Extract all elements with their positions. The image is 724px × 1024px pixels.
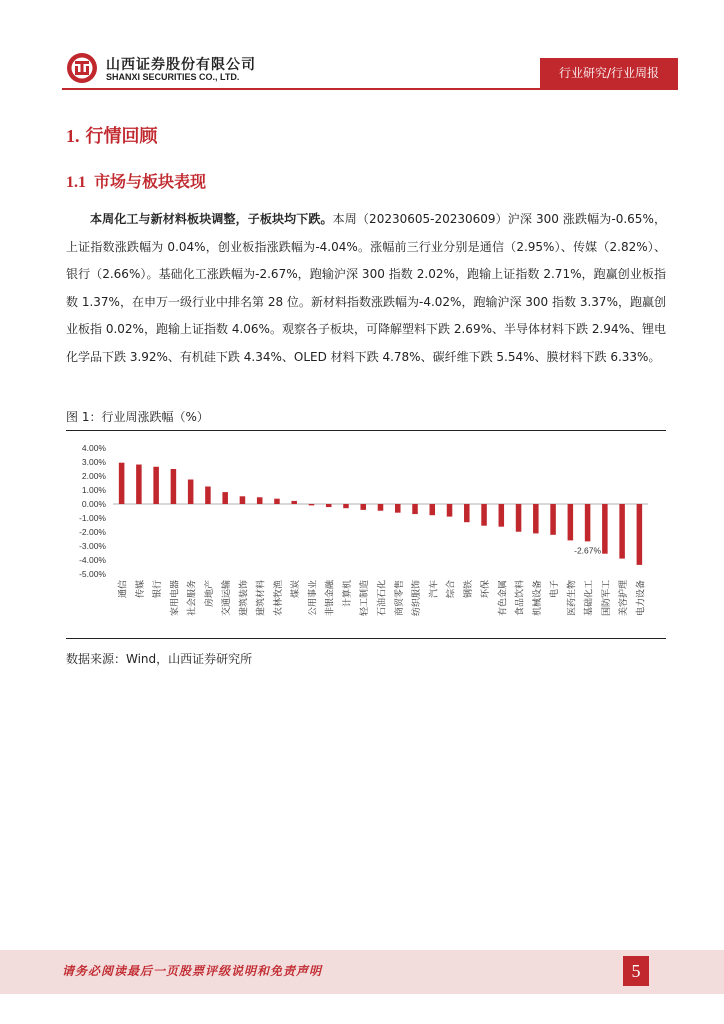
bar-电子: [550, 504, 556, 535]
figure-source: 数据来源：Wind，山西证券研究所: [66, 652, 253, 666]
x-category-label: 轻工制造: [360, 580, 371, 617]
bar-计算机: [343, 504, 349, 508]
y-tick-label: 0.00%: [81, 499, 106, 509]
bar-国防军工: [602, 504, 608, 554]
x-category-label: 钢铁: [463, 580, 474, 599]
bar-综合: [447, 504, 453, 517]
bar-石油石化: [378, 504, 384, 511]
bar-汽车: [430, 504, 436, 515]
bar-建筑装饰: [240, 496, 246, 504]
bar-农林牧渔: [274, 499, 280, 504]
figure-bottom-rule: [66, 638, 666, 639]
bar-家用电器: [171, 469, 177, 504]
x-category-label: 汽车: [429, 580, 440, 599]
x-category-label: 银行: [153, 580, 164, 599]
section-heading-1-1: [66, 169, 206, 192]
bar-银行: [153, 467, 159, 504]
y-tick-label: -4.00%: [79, 555, 106, 565]
y-tick-label: 3.00%: [81, 457, 106, 467]
x-category-label: 计算机: [342, 580, 353, 608]
x-category-label: 通信: [118, 580, 129, 599]
company-name-en: SHANXI SECURITIES CO., LTD.: [106, 72, 240, 82]
bar-公用事业: [309, 504, 315, 505]
x-category-label: 电子: [550, 580, 561, 599]
figure-top-rule: [66, 430, 666, 431]
x-category-label: 公用事业: [308, 580, 319, 617]
section-title: 行情回顾: [85, 126, 158, 147]
x-category-label: 电力设备: [636, 580, 647, 617]
x-category-label: 石油石化: [377, 580, 388, 617]
y-tick-label: -3.00%: [79, 541, 106, 551]
x-category-label: 商贸零售: [394, 580, 405, 617]
bar-交通运输: [222, 492, 228, 504]
x-category-label: 国防军工: [601, 580, 612, 617]
x-category-label: 基础化工: [584, 580, 595, 617]
section-heading-1: [66, 122, 158, 148]
bar-基础化工: [585, 504, 591, 541]
y-tick-label: -2.00%: [79, 527, 106, 537]
bar-钢铁: [464, 504, 470, 522]
x-category-label: 美容护理: [619, 580, 630, 617]
bar-商贸零售: [395, 504, 401, 513]
bar-机械设备: [533, 504, 539, 533]
x-category-label: 传媒: [135, 580, 146, 599]
x-category-label: 非银金融: [325, 580, 336, 617]
paragraph-lead: 本周化工与新材料板块调整，子板块均下跌。: [90, 212, 333, 226]
x-category-label: 家用电器: [170, 580, 181, 617]
company-logo-icon: [66, 52, 98, 84]
company-name-cn: 山西证券股份有限公司: [106, 57, 256, 73]
bar-传媒: [136, 465, 142, 504]
y-tick-label: -5.00%: [79, 569, 106, 579]
x-category-label: 房地产: [204, 580, 215, 608]
x-category-label: 食品饮料: [515, 580, 526, 617]
subsection-number: 1.1: [66, 174, 86, 191]
y-tick-label: -1.00%: [79, 513, 106, 523]
y-tick-label: 1.00%: [81, 485, 106, 495]
paragraph-body: 本周（20230605-20230609）沪深 300 涨跌幅为-0.65%，上证指数涨跌幅为 0.04%，创业板指涨跌幅为-4.04%。涨幅前三行业分别是通信（2.95%）、传媒（2.82%）、银行（2.66%）。基础化工涨跌幅为-2.67%，跑输沪深 300 指数 2.02%，跑输上证指数 2.71%，跑赢创业板指数 1.37%，在申万一级行业中排名第 28 位。新材料指数涨跌幅为-4.02%，跑输沪深 300 指数 3.37%，跑赢创业板指 0.02%，跑输上证指数 4.06%。观察各子板块，可降解塑料下跌 2.69%、半导体材料下跌 2.94%、锂电化学品下跌 3.92%、有机硅下跌 4.34%、OLED 材料下跌 4.78%、碳纤维下跌 5.54%、膜材料下跌 6.33%。: [66, 212, 666, 364]
section-number: 1.: [66, 126, 80, 146]
y-tick-label: 4.00%: [81, 443, 106, 453]
disclaimer-notice: 请务必阅读最后一页股票评级说明和免责声明: [62, 964, 323, 978]
bar-食品饮料: [516, 504, 522, 532]
data-label-annotation: -2.67%: [574, 545, 602, 556]
body-paragraph: [66, 206, 666, 371]
x-category-label: 煤炭: [291, 580, 302, 599]
bar-通信: [119, 463, 125, 504]
bar-美容护理: [619, 504, 625, 559]
bar-环保: [481, 504, 487, 526]
bar-社会服务: [188, 480, 194, 505]
x-category-label: 环保: [481, 580, 492, 599]
y-tick-label: 2.00%: [81, 471, 106, 481]
page-header: [0, 0, 724, 100]
industry-weekly-change-bar-chart: [66, 436, 666, 636]
x-category-label: 有色金属: [498, 580, 509, 617]
x-category-label: 建筑装饰: [239, 580, 250, 617]
bar-房地产: [205, 487, 211, 505]
x-category-label: 建筑材料: [256, 580, 267, 617]
page-number: 5: [623, 956, 649, 986]
x-category-label: 医药生物: [567, 580, 578, 617]
bar-建筑材料: [257, 497, 263, 504]
x-category-label: 综合: [446, 580, 457, 599]
bar-医药生物: [568, 504, 574, 540]
report-type-tag: 行业研究/行业周报: [540, 58, 678, 88]
header-divider: [62, 88, 678, 90]
x-category-label: 纺织服饰: [412, 580, 423, 617]
bar-电力设备: [637, 504, 643, 565]
bar-非银金融: [326, 504, 332, 507]
x-category-label: 农林牧渔: [273, 580, 284, 617]
subsection-title: 市场与板块表现: [94, 172, 207, 191]
x-category-label: 交通运输: [222, 580, 233, 617]
bar-煤炭: [291, 501, 297, 504]
bar-纺织服饰: [412, 504, 418, 514]
bar-有色金属: [499, 504, 505, 527]
bar-轻工制造: [360, 504, 366, 510]
figure-title: 图 1：行业周涨跌幅（%）: [66, 410, 209, 424]
x-category-label: 社会服务: [187, 580, 198, 617]
x-category-label: 机械设备: [532, 580, 543, 617]
